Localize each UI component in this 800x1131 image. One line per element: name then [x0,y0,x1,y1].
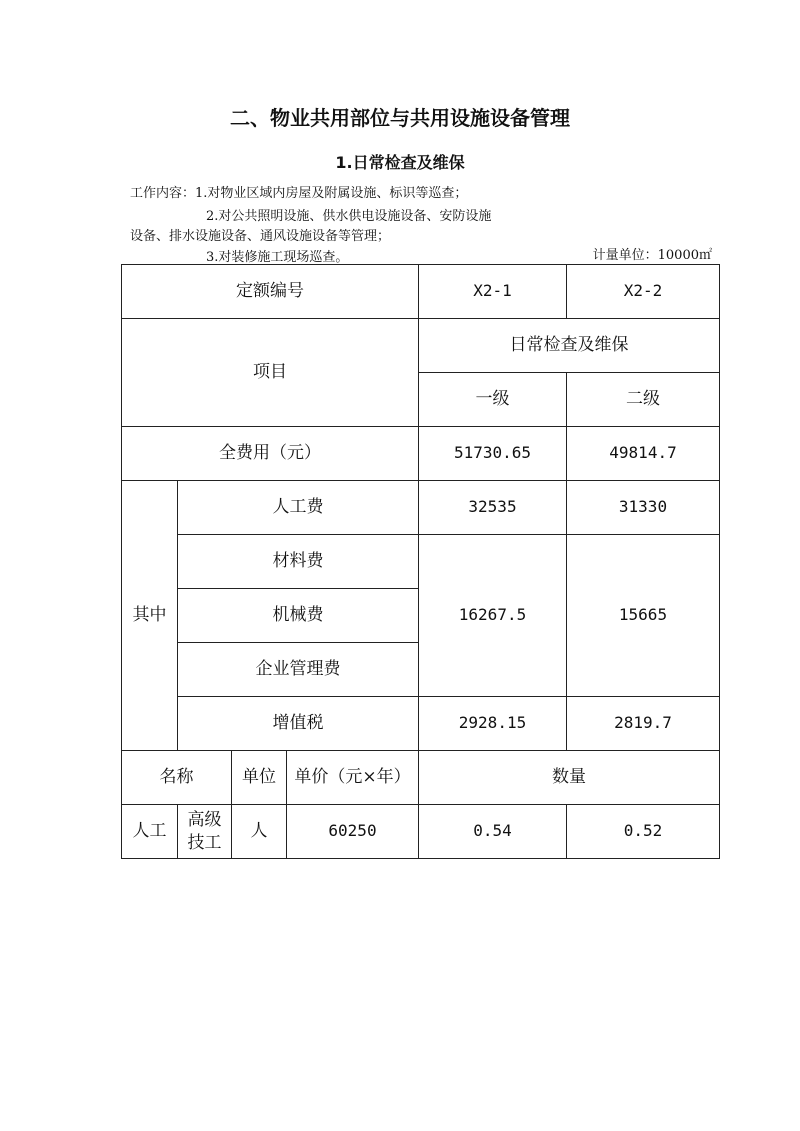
table-row [122,697,720,751]
labor-unit: 人 [232,805,287,859]
page-title: 二、物业共用部位与共用设施设备管理 [230,106,570,130]
quota-code-label: 定额编号 [122,265,419,319]
labor-qty-2: 0.52 [567,805,720,859]
quota-code-1: X2-1 [419,265,567,319]
combined-cost-2: 15665 [567,535,720,697]
labor-qty-1: 0.54 [419,805,567,859]
table-row [122,805,720,859]
table-row [122,427,720,481]
price-header: 单价（元×年） [287,751,419,805]
section-title: 1.日常检查及维保 [335,153,465,172]
labor-cost-1: 32535 [419,481,567,535]
vat-1: 2928.15 [419,697,567,751]
work-content-line-1: 工作内容：1.对物业区域内房屋及附属设施、标识等巡查； [130,186,468,201]
item-label: 项目 [122,319,419,427]
labor-type: 高级技工 [178,805,232,859]
table-row [122,481,720,535]
level-2-label: 二级 [567,373,720,427]
labor-name: 人工 [122,805,178,859]
labor-cost-label: 人工费 [178,481,419,535]
measurement-unit: 计量单位：10000㎡ [592,248,712,263]
quantity-header: 数量 [419,751,720,805]
table-row [122,319,720,373]
quota-table [121,264,720,859]
vat-label: 增值税 [178,697,419,751]
category-label: 日常检查及维保 [419,319,720,373]
total-cost-2: 49814.7 [567,427,720,481]
level-1-label: 一级 [419,373,567,427]
total-cost-1: 51730.65 [419,427,567,481]
combined-cost-1: 16267.5 [419,535,567,697]
vat-2: 2819.7 [567,697,720,751]
total-cost-label: 全费用（元） [122,427,419,481]
management-cost-label: 企业管理费 [178,643,419,697]
labor-cost-2: 31330 [567,481,720,535]
machinery-cost-label: 机械费 [178,589,419,643]
quota-code-2: X2-2 [567,265,720,319]
table-row [122,751,720,805]
table-row [122,535,720,589]
work-content-line-4: 3.对装修施工现场巡查。 [206,250,349,265]
table-row [122,265,720,319]
material-cost-label: 材料费 [178,535,419,589]
work-content-line-3: 设备、排水设施设备、通风设施设备等管理； [130,229,391,244]
work-content-line-2: 2.对公共照明设施、供水供电设施设备、安防设施 [206,209,492,224]
labor-price: 60250 [287,805,419,859]
unit-header: 单位 [232,751,287,805]
name-header: 名称 [122,751,232,805]
among-label: 其中 [122,481,178,751]
